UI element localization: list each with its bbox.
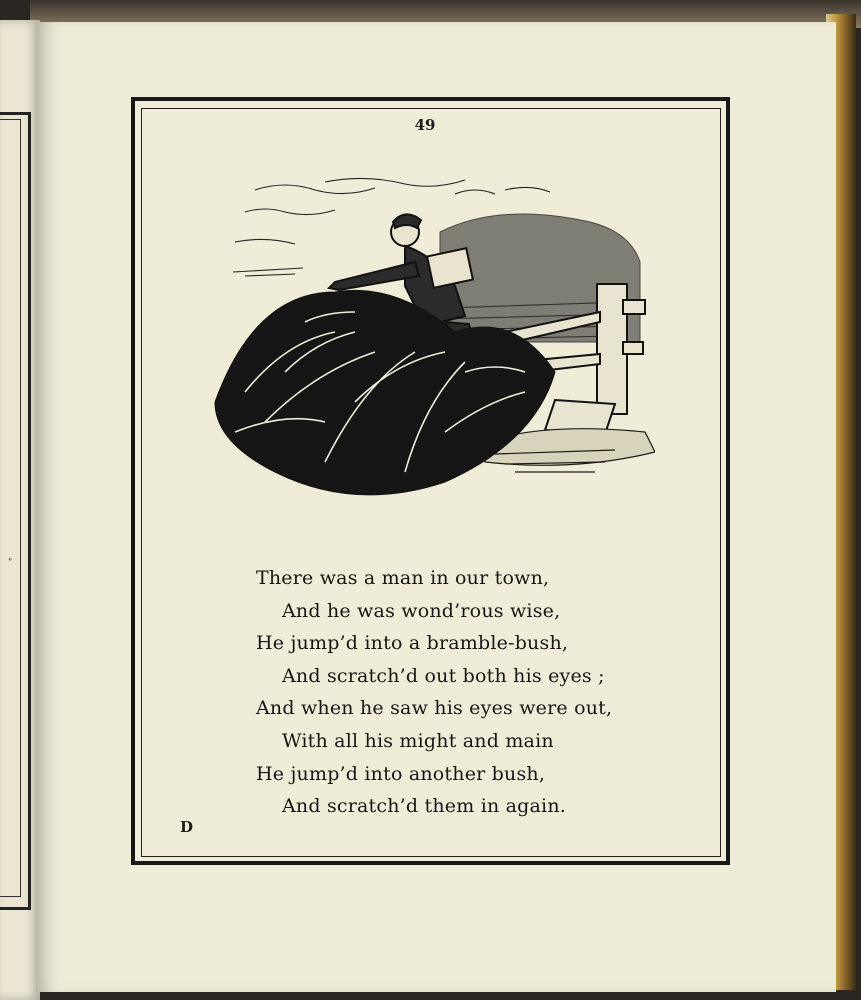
poem-line: He jump’d into another bush,: [256, 762, 546, 785]
woodcut-illustration: [205, 172, 655, 522]
poem-line: With all his might and main: [282, 729, 554, 752]
nursery-rhyme: [256, 562, 676, 823]
page-number: 49: [414, 116, 436, 134]
poem-line: And scratch’d out both his eyes ;: [282, 664, 605, 687]
left-page-inner-border: [0, 119, 21, 897]
left-facing-page: [0, 20, 40, 1000]
poem-line: There was a man in our town,: [256, 567, 550, 589]
poem-line: And he was wond’rous wise,: [282, 599, 561, 622]
poem-line: And when he saw his eyes were out,: [256, 697, 613, 720]
signature-mark: D: [180, 818, 194, 836]
poem-line: And scratch’d them in again.: [282, 795, 567, 818]
poem-line: He jump’d into a bramble-bush,: [256, 632, 569, 655]
left-page-mark: ": [8, 558, 13, 568]
